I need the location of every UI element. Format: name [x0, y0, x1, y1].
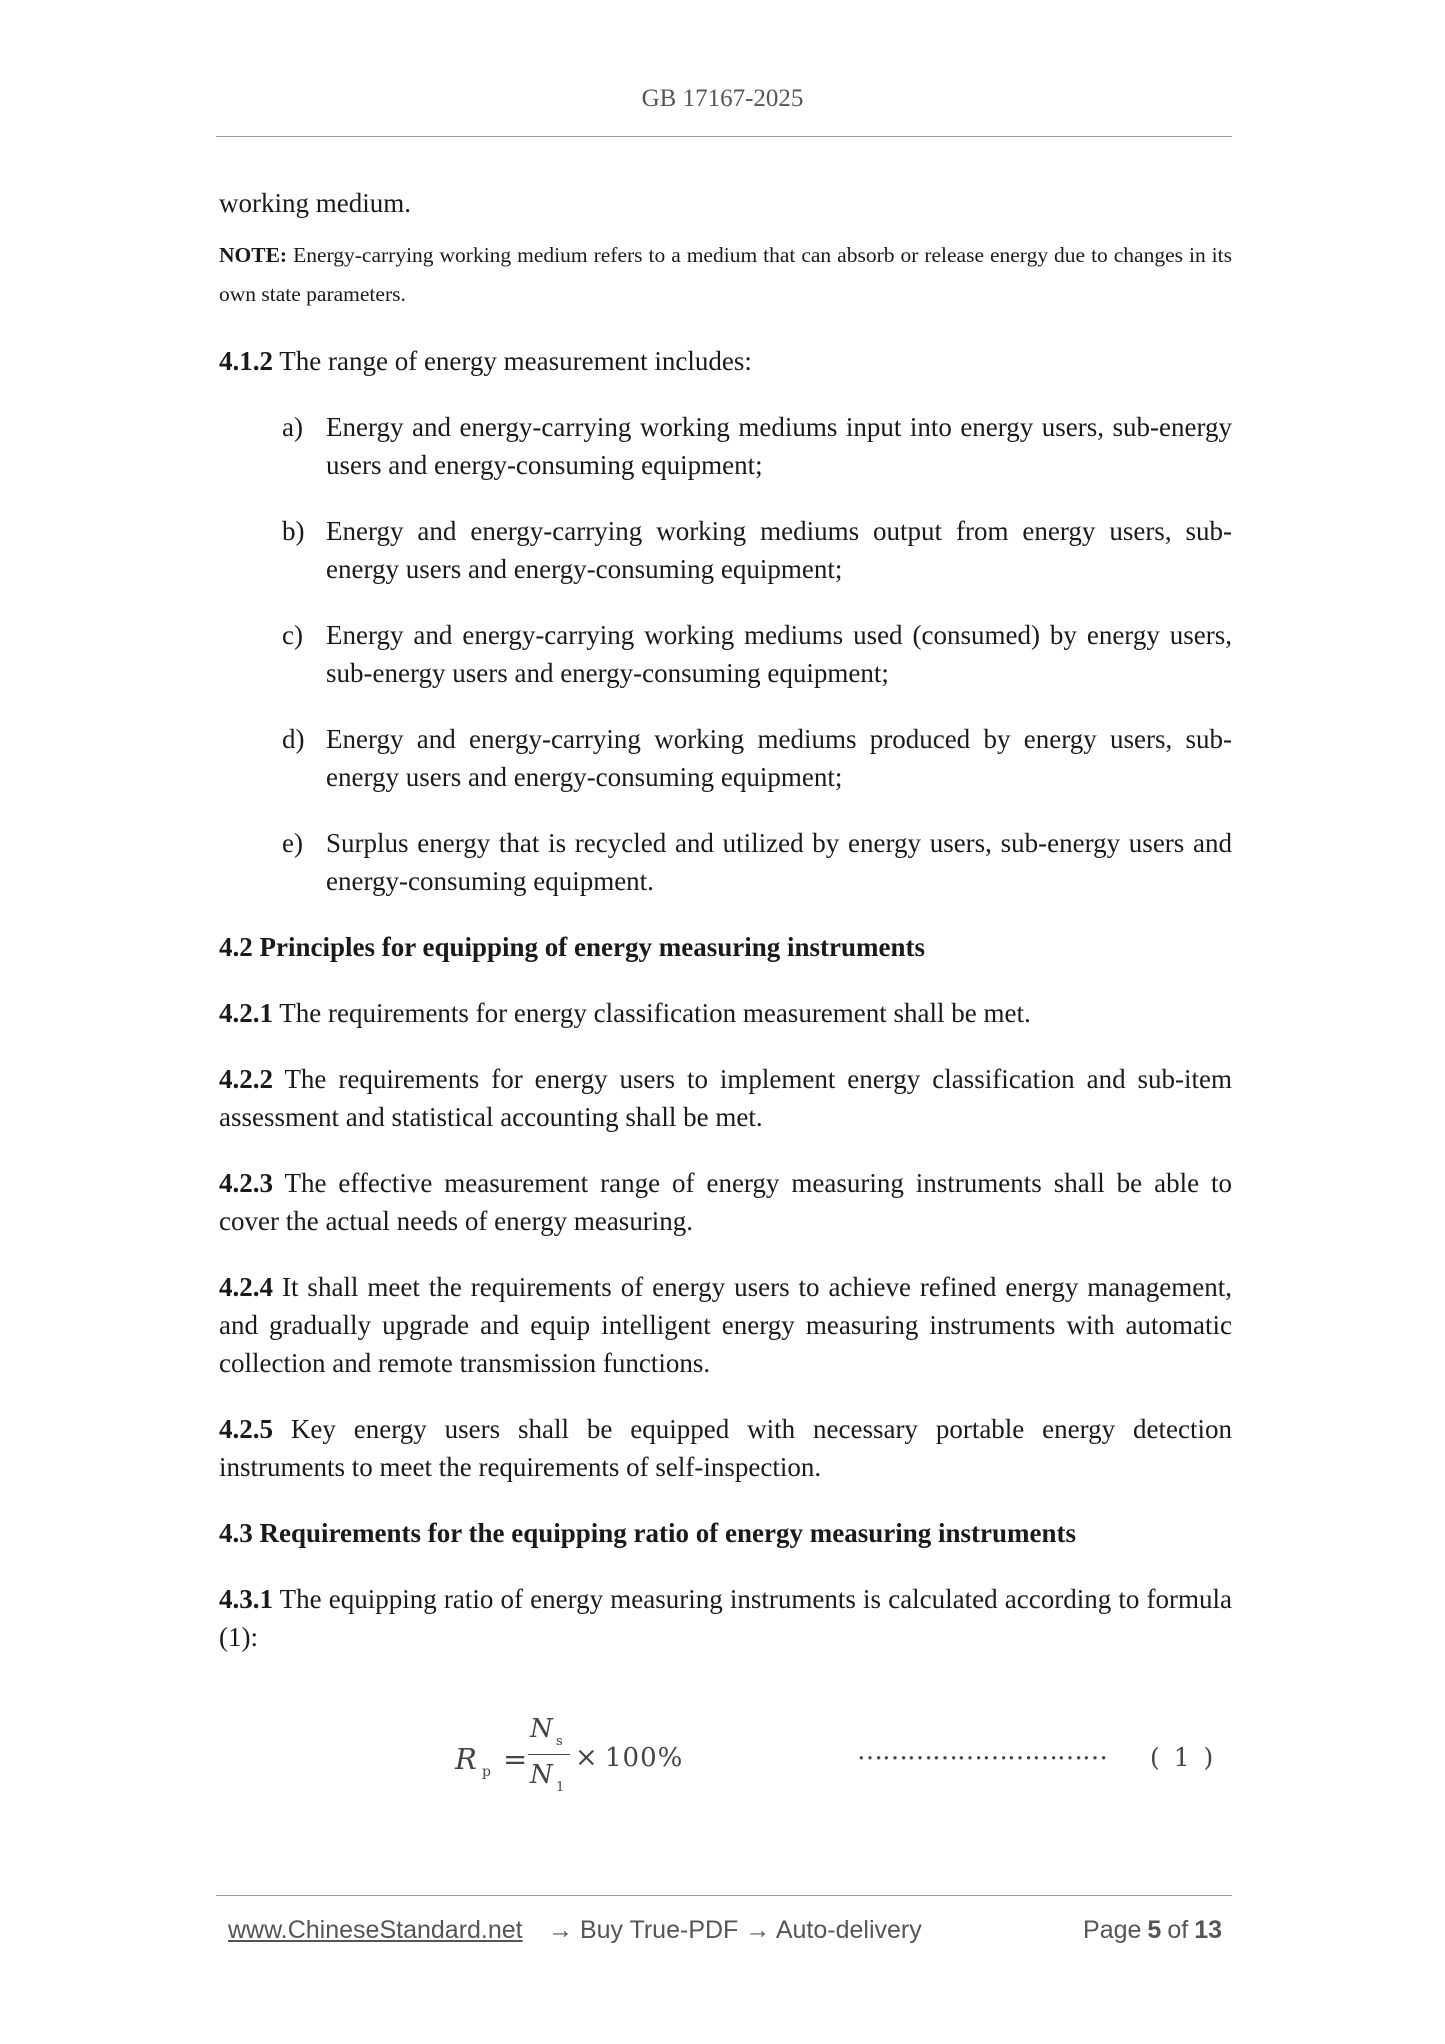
section-heading-4-3: 4.3 Requirements for the equipping ratio of energy measuring instruments — [219, 1518, 1076, 1548]
clause-number: 4.2.5 — [219, 1414, 273, 1444]
list-item-letter: a) — [282, 412, 303, 442]
list-item-text: Energy and energy-carrying working mediums output from energy users, sub-energy users and energy-consuming equipment; — [326, 516, 1232, 584]
formula-1 — [455, 1714, 1215, 1810]
note-text: Energy-carrying working medium refers to a medium that can absorb or release energy due to changes in its own state parameters. — [219, 243, 1232, 306]
list-item-text: Energy and energy-carrying working mediums produced by energy users, sub-energy users and energy-consuming equipment; — [326, 724, 1232, 792]
list-item-letter: b) — [282, 516, 305, 546]
list-item-letter: e) — [282, 828, 303, 858]
page-total: 13 — [1194, 1916, 1222, 1944]
note-paragraph — [219, 236, 1232, 314]
clause-number: 4.3.1 — [219, 1584, 273, 1614]
clause-text: The effective measurement range of energy measuring instruments shall be able to cover the actual needs of energy measuring. — [219, 1168, 1232, 1236]
list-item-text: Energy and energy-carrying working mediums used (consumed) by energy users, sub-energy users and energy-consuming equipment; — [326, 620, 1232, 688]
clause-number: 4.2.3 — [219, 1168, 273, 1198]
clause-4-2-4 — [219, 1268, 1232, 1382]
list-item — [219, 408, 1232, 484]
clause-4-2-1 — [219, 994, 1232, 1032]
clause-text: The requirements for energy classification measurement shall be met. — [273, 998, 1031, 1028]
page-current: 5 — [1147, 1916, 1162, 1944]
list-item-text: Energy and energy-carrying working mediums input into energy users, sub-energy users and energy-consuming equipment; — [326, 412, 1232, 480]
formula-percent: 100% — [605, 1743, 684, 1773]
note-label: NOTE: — [219, 243, 288, 267]
formula-lhs: R — [455, 1742, 477, 1776]
clause-text: The equipping ratio of energy measuring instruments is calculated according to formula (1): — [219, 1584, 1232, 1652]
clause-4-3-1 — [219, 1580, 1232, 1656]
clause-number: 4.2.4 — [219, 1272, 273, 1302]
document-id-header: GB 17167-2025 — [641, 85, 804, 112]
formula-lhs-subscript: p — [482, 1764, 491, 1780]
formula-numerator: N — [530, 1714, 553, 1744]
formula-denominator-subscript: 1 — [556, 1780, 565, 1795]
list-item-text: Surplus energy that is recycled and utilized by energy users, sub-energy users and energy-consuming equipment. — [326, 828, 1232, 896]
document-body — [219, 184, 1232, 1656]
formula-times: × — [575, 1742, 598, 1773]
list-item — [219, 720, 1232, 796]
list-item — [219, 824, 1232, 900]
footer-divider — [216, 1895, 1232, 1896]
continuation-text: working medium. — [219, 188, 411, 218]
clause-4-1-2 — [219, 342, 1232, 380]
formula-numerator-subscript: s — [556, 1734, 563, 1749]
clause-number: 4.2.1 — [219, 998, 273, 1028]
page-footer — [228, 1916, 1228, 1956]
clause-4-2-2 — [219, 1060, 1232, 1136]
page-label: Page — [1083, 1916, 1142, 1944]
list-item — [219, 616, 1232, 692]
list-item-letter: c) — [282, 620, 303, 650]
page-indicator — [1083, 1916, 1228, 1945]
formula-denominator: N — [530, 1760, 553, 1790]
section-heading-4-2: 4.2 Principles for equipping of energy measuring instruments — [219, 932, 926, 962]
clause-text: It shall meet the requirements of energy users to achieve refined energy management, and gradually upgrade and equip intelligent energy measuring instruments with automatic collection and remote transmission functions. — [219, 1272, 1232, 1378]
clause-4-2-3 — [219, 1164, 1232, 1240]
clause-text: The requirements for energy users to implement energy classification and sub-item assessment and statistical accounting shall be met. — [219, 1064, 1232, 1132]
header-divider — [216, 136, 1232, 137]
clause-text: Key energy users shall be equipped with necessary portable energy detection instruments to meet the requirements of self-inspection. — [219, 1414, 1232, 1482]
formula-leader-dots: ………………………… — [857, 1736, 1107, 1766]
formula-equals: = — [503, 1742, 528, 1776]
list-item — [219, 512, 1232, 588]
list-item-letter: d) — [282, 724, 305, 754]
page-of: of — [1167, 1916, 1189, 1944]
fraction-bar — [528, 1754, 570, 1755]
clause-4-2-5 — [219, 1410, 1232, 1486]
clause-number: 4.1.2 — [219, 346, 273, 376]
buy-pdf-text: → Buy True-PDF → Auto-delivery — [548, 1916, 922, 1944]
clause-text: The range of energy measurement includes: — [273, 346, 752, 376]
clause-number: 4.2.2 — [219, 1064, 273, 1094]
website-link[interactable]: www.ChineseStandard.net — [228, 1916, 523, 1944]
formula-number: ( 1 ) — [1150, 1743, 1214, 1772]
